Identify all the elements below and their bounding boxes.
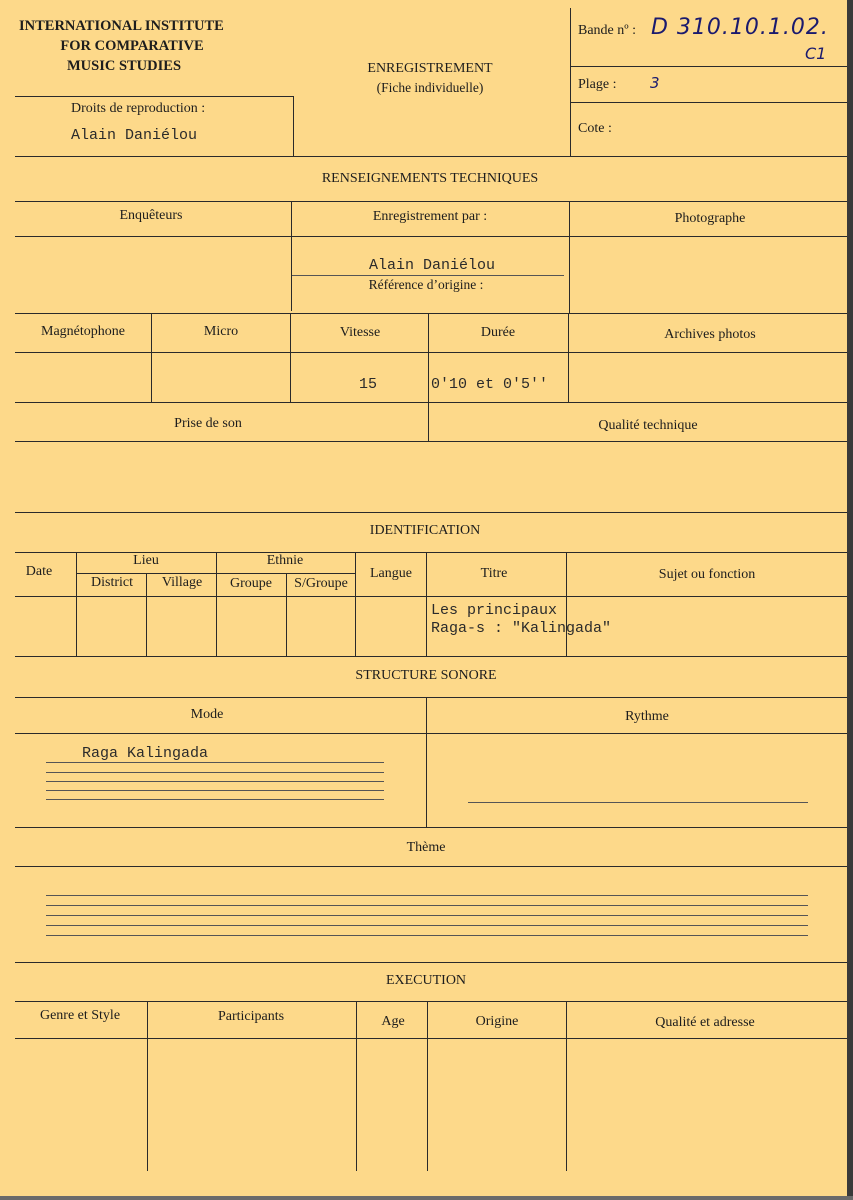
groupe-label: Groupe (230, 576, 272, 591)
header-right-divider (570, 8, 571, 156)
mode-value: Raga Kalingada (82, 745, 209, 762)
bande-value: D 310.10.1.02. (651, 15, 829, 40)
technical-bottom-border (15, 512, 848, 513)
tech-row3-top-border (15, 402, 848, 403)
structure-header-border (15, 733, 848, 734)
qualite-technique-label: Qualité technique (598, 418, 698, 433)
mode-line-5 (46, 799, 384, 800)
technical-title-border (15, 201, 848, 202)
sgroupe-label: S/Groupe (294, 576, 348, 591)
photographe-label: Photographe (674, 211, 746, 226)
plage-bottom-border (570, 102, 848, 103)
rights-value: Alain Daniélou (71, 127, 198, 144)
bande-suffix: C1 (805, 44, 827, 63)
theme-line-5 (46, 935, 808, 936)
mode-rythme-divider (426, 697, 427, 827)
id-divider-date (76, 552, 77, 656)
rythme-line (468, 802, 808, 803)
tech-divider-4 (290, 313, 291, 402)
id-divider-ethnie (355, 552, 356, 656)
id-divider-district (146, 573, 147, 656)
genre-style-label: Genre et Style (39, 1008, 121, 1023)
form-subtitle: (Fiche individuelle) (376, 80, 484, 95)
exec-divider-2 (356, 1001, 357, 1171)
mode-line-1 (46, 762, 384, 763)
execution-header-border (15, 1038, 848, 1039)
mode-label: Mode (190, 707, 224, 722)
structure-section-title: STRUCTURE SONORE (355, 668, 497, 683)
form-title: ENREGISTREMENT (367, 61, 493, 76)
duree-label: Durée (480, 325, 516, 340)
id-divider-titre (566, 552, 567, 656)
origine-label: Origine (475, 1014, 519, 1029)
archives-photos-label: Archives photos (664, 327, 756, 342)
execution-title-border (15, 1001, 848, 1002)
sujet-fonction-label: Sujet ou fonction (658, 567, 756, 582)
vitesse-label: Vitesse (339, 325, 381, 340)
bande-label: Bande nº : (578, 23, 636, 38)
lieu-ethnie-subheader-border (76, 573, 355, 574)
structure-bottom-border (15, 827, 848, 828)
identification-header-border (15, 596, 848, 597)
tech-divider-1 (291, 201, 292, 311)
rythme-label: Rythme (625, 709, 669, 724)
header-bottom-border (15, 156, 848, 157)
qualite-adresse-label: Qualité et adresse (655, 1015, 755, 1030)
duree-value: 0'10 et 0'5'' (431, 376, 549, 393)
titre-label: Titre (480, 566, 508, 581)
theme-label: Thème (406, 840, 446, 855)
enqueteurs-label: Enquêteurs (119, 208, 183, 223)
structure-title-border (15, 697, 848, 698)
id-divider-groupe (286, 573, 287, 656)
lieu-label: Lieu (133, 553, 159, 568)
district-label: District (91, 575, 133, 590)
tech-header-border (15, 236, 848, 237)
reference-label: Référence d’origine : (368, 277, 484, 292)
village-label: Village (161, 575, 203, 590)
rights-label: Droits de reproduction : (71, 101, 206, 116)
plage-label: Plage : (578, 77, 617, 92)
institute-name-line3: MUSIC STUDIES (66, 58, 182, 74)
theme-header-border (15, 866, 848, 867)
identification-section-title: IDENTIFICATION (369, 523, 481, 538)
mode-line-4 (46, 790, 384, 791)
enregistrement-label: Enregistrement par : (372, 209, 488, 224)
enregistrement-value: Alain Daniélou (368, 257, 496, 274)
identification-bottom-border (15, 656, 848, 657)
cote-label: Cote : (578, 121, 612, 136)
date-label: Date (25, 564, 53, 579)
scan-right-edge (847, 0, 853, 1200)
theme-line-1 (46, 895, 808, 896)
theme-line-4 (46, 925, 808, 926)
vitesse-value: 15 (358, 376, 378, 393)
rights-top-border (15, 96, 294, 97)
id-divider-lieu (216, 552, 217, 656)
age-label: Age (381, 1014, 405, 1029)
theme-line-3 (46, 915, 808, 916)
tech-row2-top-border (15, 313, 848, 314)
langue-label: Langue (370, 566, 412, 581)
titre-value-line1: Les principaux (431, 602, 558, 619)
mode-line-3 (46, 781, 384, 782)
rights-right-border (293, 96, 294, 156)
tech-divider-2 (569, 201, 570, 313)
titre-value-line2: Raga-s : "Kalingada" (431, 620, 612, 637)
technical-section-title: RENSEIGNEMENTS TECHNIQUES (321, 171, 539, 186)
tech-row2-header-border (15, 352, 848, 353)
ethnie-label: Ethnie (266, 553, 304, 568)
theme-line-2 (46, 905, 808, 906)
enregistrement-underline (292, 275, 564, 276)
institute-name-line1: INTERNATIONAL INSTITUTE (19, 18, 224, 34)
tech-divider-3 (151, 313, 152, 402)
mode-line-2 (46, 772, 384, 773)
execution-section-title: EXECUTION (385, 973, 467, 988)
id-divider-langue (426, 552, 427, 656)
institute-name-line2: FOR COMPARATIVE (60, 38, 204, 54)
theme-bottom-border (15, 962, 848, 963)
tech-row3-header-border (15, 441, 848, 442)
prise-de-son-label: Prise de son (174, 416, 242, 431)
plage-value: 3 (650, 74, 660, 92)
exec-divider-1 (147, 1001, 148, 1171)
magnetophone-label: Magnétophone (41, 324, 125, 339)
participants-label: Participants (217, 1009, 285, 1024)
micro-label: Micro (203, 324, 239, 339)
scan-bottom-edge (0, 1196, 853, 1200)
tech-divider-6 (568, 313, 569, 402)
exec-divider-4 (566, 1001, 567, 1171)
exec-divider-3 (427, 1001, 428, 1171)
tech-divider-5 (428, 313, 429, 441)
bande-bottom-border (570, 66, 848, 67)
